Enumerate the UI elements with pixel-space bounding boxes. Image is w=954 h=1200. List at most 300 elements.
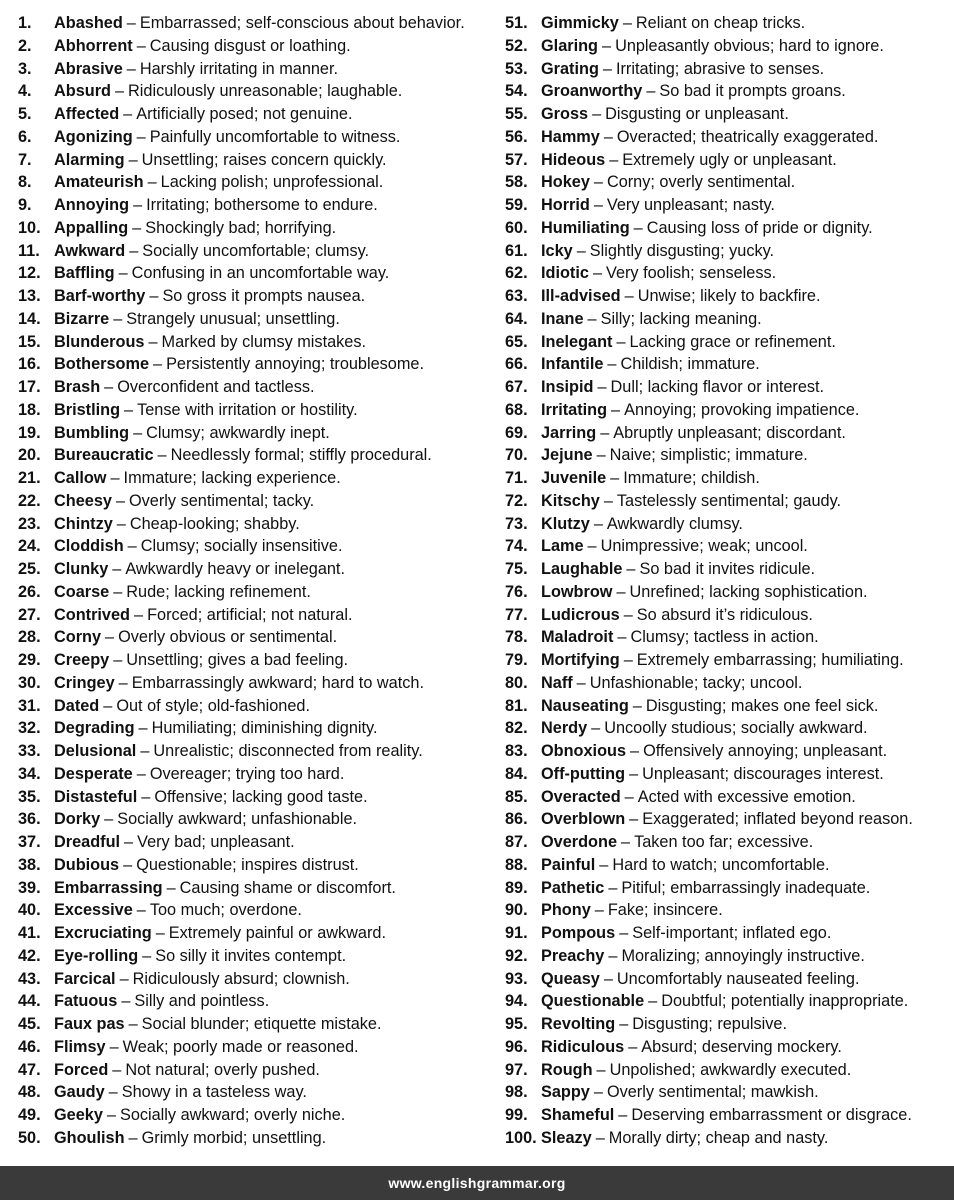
item-word: Mortifying (541, 651, 620, 669)
item-word: Bumbling (54, 423, 130, 442)
list-item (505, 717, 950, 740)
item-definition: Cheap-looking; shabby. (129, 514, 300, 533)
item-word: Bothersome (54, 355, 149, 374)
list-item (18, 240, 496, 263)
item-separator: – (149, 287, 159, 305)
item-word: Questionable (541, 992, 645, 1011)
item-word: Nerdy (541, 719, 588, 738)
item-word: Phony (541, 901, 591, 920)
item-separator: – (623, 605, 633, 624)
item-definition: Reliant on cheap tricks. (635, 14, 806, 32)
item-word: Rough (541, 1060, 593, 1079)
list-item (505, 262, 950, 285)
item-number: 100. (505, 1128, 537, 1147)
list-item (505, 581, 950, 604)
list-item (18, 535, 496, 558)
item-number: 83. (505, 742, 528, 760)
item-number: 28. (18, 628, 41, 647)
item-separator: – (141, 787, 151, 806)
item-word: Farcical (54, 969, 116, 988)
item-number: 23. (18, 514, 41, 533)
item-number: 58. (505, 173, 528, 192)
item-number: 18. (18, 400, 41, 419)
item-separator: – (157, 446, 167, 465)
item-number: 32. (18, 719, 41, 738)
item-definition: Absurd; deserving mockery. (641, 1037, 842, 1056)
item-separator: – (112, 560, 122, 578)
item-word: Kitschy (541, 491, 600, 510)
item-separator: – (133, 196, 143, 214)
item-number: 70. (505, 446, 528, 465)
item-definition: Embarrassed; self-conscious about behavior. (139, 14, 465, 32)
item-word: Dubious (54, 855, 120, 874)
item-word: Brash (54, 378, 101, 396)
item-separator: – (103, 696, 113, 715)
item-word: Abashed (54, 14, 123, 32)
item-separator: – (592, 105, 602, 123)
item-number: 90. (505, 901, 528, 920)
list-item (18, 422, 496, 445)
item-number: 16. (18, 355, 41, 374)
item-separator: – (136, 901, 146, 920)
item-word: Inelegant (541, 332, 613, 351)
item-number: 37. (18, 833, 41, 851)
item-word: Corny (54, 628, 102, 647)
item-definition: Uncomfortably nauseated feeling. (616, 969, 860, 988)
item-word: Revolting (541, 1015, 616, 1033)
item-separator: – (602, 36, 612, 55)
item-word: Delusional (54, 742, 137, 760)
list-item (505, 353, 950, 376)
item-word: Chintzy (54, 514, 113, 533)
item-word: Icky (541, 241, 573, 260)
list-item (18, 558, 496, 581)
item-definition: Silly and pointless. (134, 992, 270, 1011)
item-separator: – (600, 423, 610, 442)
item-definition: Overconfident and tactless. (117, 378, 315, 396)
item-definition: Very bad; unpleasant. (137, 833, 295, 851)
item-definition: Dull; lacking flavor or interest. (610, 378, 825, 396)
item-definition: Childish; immature. (620, 355, 760, 374)
list-item (505, 35, 950, 58)
item-definition: Disgusting or unpleasant. (605, 105, 789, 123)
item-separator: – (616, 582, 626, 601)
item-separator: – (110, 469, 120, 487)
item-definition: Strangely unusual; unsettling. (126, 309, 340, 328)
item-separator: – (629, 810, 639, 829)
list-item (18, 1104, 496, 1127)
list-item (505, 899, 950, 922)
item-separator: – (118, 673, 128, 692)
list-item (18, 695, 496, 718)
item-definition: Offensively annoying; unpleasant. (643, 742, 888, 760)
item-word: Cloddish (54, 537, 124, 556)
item-word: Queasy (541, 969, 600, 988)
item-word: Distasteful (54, 787, 138, 806)
item-definition: Causing disgust or loathing. (149, 36, 351, 55)
item-separator: – (118, 264, 128, 283)
item-word: Jarring (541, 423, 597, 442)
item-definition: So absurd it’s ridiculous. (636, 605, 813, 624)
item-number: 26. (18, 582, 41, 601)
item-definition: Harshly irritating in manner. (139, 59, 339, 78)
item-separator: – (136, 36, 146, 55)
item-definition: Annoying; provoking impatience. (624, 400, 860, 419)
item-separator: – (136, 127, 146, 146)
list-item (18, 262, 496, 285)
list-item (18, 171, 496, 194)
item-separator: – (621, 833, 631, 851)
item-number: 12. (18, 264, 41, 283)
item-definition: Embarrassingly awkward; hard to watch. (131, 673, 424, 692)
list-item (18, 604, 496, 627)
item-word: Cringey (54, 673, 115, 692)
list-item (18, 672, 496, 695)
item-separator: – (112, 1060, 122, 1079)
list-item (505, 922, 950, 945)
item-word: Lame (541, 537, 584, 556)
item-separator: – (610, 469, 620, 487)
item-word: Sleazy (541, 1128, 592, 1147)
item-separator: – (148, 332, 158, 351)
item-word: Ridiculous (541, 1037, 625, 1056)
item-number: 56. (505, 127, 528, 146)
item-number: 63. (505, 287, 528, 305)
item-separator: – (119, 969, 129, 988)
list-item (18, 467, 496, 490)
item-number: 78. (505, 628, 528, 647)
item-number: 77. (505, 605, 528, 624)
item-number: 39. (18, 878, 41, 897)
item-definition: Unpleasant; discourages interest. (642, 764, 884, 783)
item-number: 41. (18, 924, 41, 942)
item-definition: Persistently annoying; troublesome. (166, 355, 424, 374)
list-item (505, 854, 950, 877)
list-item (505, 990, 950, 1013)
item-definition: Overeager; trying too hard. (149, 764, 345, 783)
item-word: Gross (541, 105, 589, 123)
list-item (18, 1059, 496, 1082)
item-number: 2. (18, 36, 32, 55)
item-number: 27. (18, 605, 41, 624)
item-word: Hideous (541, 150, 606, 169)
list-item (505, 740, 950, 763)
item-separator: – (616, 332, 626, 351)
item-separator: – (587, 309, 597, 328)
item-word: Pompous (541, 924, 616, 942)
item-separator: – (115, 491, 125, 510)
item-number: 22. (18, 491, 41, 510)
item-number: 25. (18, 560, 41, 578)
item-number: 69. (505, 423, 528, 442)
list-item (505, 12, 950, 35)
item-number: 75. (505, 560, 528, 578)
item-separator: – (619, 924, 629, 942)
list-item (505, 558, 950, 581)
item-separator: – (121, 992, 131, 1011)
item-separator: – (126, 14, 136, 32)
item-definition: Socially awkward; overly niche. (119, 1106, 346, 1124)
item-separator: – (608, 946, 618, 965)
list-item (505, 1059, 950, 1082)
item-definition: Unwise; likely to backfire. (637, 287, 821, 305)
item-definition: So bad it invites ridicule. (639, 560, 816, 578)
item-number: 62. (505, 264, 528, 283)
item-word: Ghoulish (54, 1128, 125, 1147)
item-definition: Overly sentimental; tacky. (129, 491, 315, 510)
item-word: Agonizing (54, 127, 133, 146)
list-item (18, 649, 496, 672)
item-definition: Very foolish; senseless. (606, 264, 777, 283)
item-number: 71. (505, 469, 528, 487)
item-separator: – (113, 582, 123, 601)
item-number: 50. (18, 1128, 41, 1147)
item-separator: – (592, 264, 602, 283)
item-separator: – (127, 537, 137, 556)
item-number: 52. (505, 36, 528, 55)
item-separator: – (109, 1037, 119, 1056)
list-item (18, 1127, 496, 1150)
item-word: Awkward (54, 241, 126, 260)
item-definition: Deserving embarrassment or disgrace. (631, 1106, 912, 1124)
item-definition: Forced; artificial; not natural. (147, 605, 353, 624)
item-separator: – (623, 651, 633, 669)
item-definition: Very unpleasant; nasty. (606, 196, 775, 214)
item-number: 89. (505, 878, 528, 897)
list-item (505, 422, 950, 445)
item-separator: – (597, 378, 607, 396)
item-definition: Taken too far; excessive. (634, 833, 814, 851)
item-definition: Naive; simplistic; immature. (609, 446, 808, 465)
item-number: 38. (18, 855, 41, 874)
item-separator: – (128, 1015, 138, 1033)
item-separator: – (153, 355, 163, 374)
list-item (18, 194, 496, 217)
list-item (18, 285, 496, 308)
list-item (18, 217, 496, 240)
list-item (18, 581, 496, 604)
list-item (18, 899, 496, 922)
item-separator: – (132, 218, 142, 237)
footer-url[interactable]: www.englishgrammar.org (388, 1175, 566, 1191)
item-word: Bureaucratic (54, 446, 154, 465)
item-word: Naff (541, 673, 573, 692)
list-item (18, 80, 496, 103)
item-definition: Clumsy; tactless in action. (630, 628, 819, 647)
item-number: 15. (18, 332, 41, 351)
list-item (18, 513, 496, 536)
item-number: 46. (18, 1037, 41, 1056)
item-separator: – (629, 764, 639, 783)
list-item (505, 1127, 950, 1150)
item-word: Klutzy (541, 514, 590, 533)
list-item (18, 831, 496, 854)
item-definition: Slightly disgusting; yucky. (589, 241, 775, 260)
item-separator: – (108, 1083, 118, 1102)
item-word: Baffling (54, 264, 115, 283)
item-definition: Extremely embarrassing; humiliating. (636, 651, 904, 669)
item-definition: Lacking polish; unprofessional. (160, 173, 384, 192)
item-word: Ludicrous (541, 605, 620, 624)
item-word: Horrid (541, 196, 590, 214)
item-separator: – (593, 514, 603, 533)
item-word: Hokey (541, 173, 590, 192)
item-definition: Moralizing; annoyingly instructive. (621, 946, 865, 965)
item-number: 54. (505, 82, 528, 101)
item-definition: Overly obvious or sentimental. (118, 628, 338, 647)
item-definition: Self-important; inflated ego. (632, 924, 832, 942)
item-word: Annoying (54, 196, 130, 214)
list-item (18, 1081, 496, 1104)
item-separator: – (599, 855, 609, 874)
item-number: 36. (18, 810, 41, 829)
item-number: 33. (18, 742, 41, 760)
list-item (505, 194, 950, 217)
list-item (505, 376, 950, 399)
item-definition: So silly it invites contempt. (155, 946, 347, 965)
item-separator: – (596, 446, 606, 465)
item-number: 98. (505, 1083, 528, 1102)
item-separator: – (593, 1083, 603, 1102)
item-number: 91. (505, 924, 528, 942)
item-number: 5. (18, 105, 32, 123)
item-separator: – (595, 1128, 605, 1147)
item-word: Eye-rolling (54, 946, 139, 965)
item-number: 84. (505, 764, 528, 783)
item-separator: – (622, 14, 632, 32)
list-item (505, 217, 950, 240)
list-item (18, 376, 496, 399)
item-number: 40. (18, 901, 41, 920)
item-definition: Unrefined; lacking sophistication. (629, 582, 868, 601)
list-item (505, 444, 950, 467)
item-word: Infantile (541, 355, 604, 374)
item-definition: Unfashionable; tacky; uncool. (589, 673, 803, 692)
item-separator: – (116, 514, 126, 533)
item-definition: Disgusting; makes one feel sick. (645, 696, 879, 715)
item-word: Off-putting (541, 764, 626, 783)
item-separator: – (626, 560, 636, 578)
item-separator: – (596, 1060, 606, 1079)
item-separator: – (133, 423, 143, 442)
item-separator: – (648, 992, 658, 1011)
item-number: 51. (505, 14, 528, 32)
item-word: Affected (54, 105, 120, 123)
item-definition: Unpolished; awkwardly executed. (609, 1060, 852, 1079)
list-item (505, 103, 950, 126)
item-separator: – (142, 946, 152, 965)
item-definition: Unrealistic; disconnected from reality. (153, 742, 423, 760)
item-separator: – (128, 1128, 138, 1147)
list-item (505, 490, 950, 513)
item-definition: Questionable; inspires distrust. (136, 855, 359, 874)
item-separator: – (617, 628, 627, 647)
item-word: Painful (541, 855, 596, 874)
list-item (18, 126, 496, 149)
list-item (18, 922, 496, 945)
item-word: Forced (54, 1060, 109, 1079)
item-number: 73. (505, 514, 528, 533)
list-item (505, 877, 950, 900)
list-item (505, 968, 950, 991)
item-definition: Marked by clumsy mistakes. (161, 332, 367, 351)
item-separator: – (608, 878, 618, 897)
item-word: Ill-advised (541, 287, 621, 305)
item-word: Callow (54, 469, 107, 487)
item-number: 65. (505, 332, 528, 351)
list-item (18, 331, 496, 354)
item-number: 67. (505, 378, 528, 396)
item-definition: Pitiful; embarrassingly inadequate. (621, 878, 871, 897)
item-separator: – (104, 810, 114, 829)
item-word: Groanworthy (541, 82, 643, 101)
list-item (505, 240, 950, 263)
item-word: Insipid (541, 378, 594, 396)
item-definition: Irritating; bothersome to endure. (146, 196, 378, 214)
list-item (505, 399, 950, 422)
item-separator: – (128, 150, 138, 169)
list-item (505, 513, 950, 536)
list-item (505, 80, 950, 103)
item-word: Dorky (54, 810, 101, 829)
item-number: 76. (505, 582, 528, 601)
item-separator: – (624, 287, 634, 305)
item-definition: Humiliating; diminishing dignity. (151, 719, 378, 738)
item-word: Idiotic (541, 264, 589, 283)
item-word: Jejune (541, 446, 593, 465)
item-definition: Irritating; abrasive to senses. (615, 59, 825, 78)
item-number: 60. (505, 218, 528, 237)
item-separator: – (593, 196, 603, 214)
item-number: 66. (505, 355, 528, 374)
item-definition: Ridiculously absurd; clownish. (132, 969, 350, 988)
item-number: 85. (505, 787, 528, 806)
item-definition: Immature; lacking experience. (123, 469, 341, 487)
item-separator: – (113, 309, 123, 328)
item-separator: – (114, 82, 125, 101)
item-separator: – (593, 173, 603, 192)
item-word: Barf-worthy (54, 287, 146, 305)
item-definition: Painfully uncomfortable to witness. (149, 127, 401, 146)
item-number: 92. (505, 946, 528, 965)
list-item (18, 1013, 496, 1036)
item-word: Flimsy (54, 1037, 106, 1056)
item-definition: Extremely painful or awkward. (168, 924, 386, 942)
item-definition: Morally dirty; cheap and nasty. (608, 1128, 829, 1147)
list-item (18, 968, 496, 991)
item-separator: – (646, 82, 656, 101)
item-definition: Abruptly unpleasant; discordant. (613, 423, 846, 442)
item-separator: – (124, 400, 134, 419)
list-item (18, 786, 496, 809)
item-word: Alarming (54, 150, 125, 169)
list-item (18, 490, 496, 513)
item-number: 31. (18, 696, 41, 715)
item-word: Clunky (54, 560, 109, 578)
item-definition: Hard to watch; uncomfortable. (612, 855, 830, 874)
item-separator: – (603, 491, 613, 510)
item-definition: Silly; lacking meaning. (600, 309, 762, 328)
item-definition: Showy in a tasteless way. (121, 1083, 307, 1102)
item-definition: Corny; overly sentimental. (606, 173, 796, 192)
item-number: 61. (505, 241, 528, 260)
item-word: Amateurish (54, 173, 144, 192)
list-item (18, 717, 496, 740)
item-number: 87. (505, 833, 528, 851)
item-word: Faux pas (54, 1015, 125, 1033)
list-item (505, 786, 950, 809)
item-number: 82. (505, 719, 528, 738)
